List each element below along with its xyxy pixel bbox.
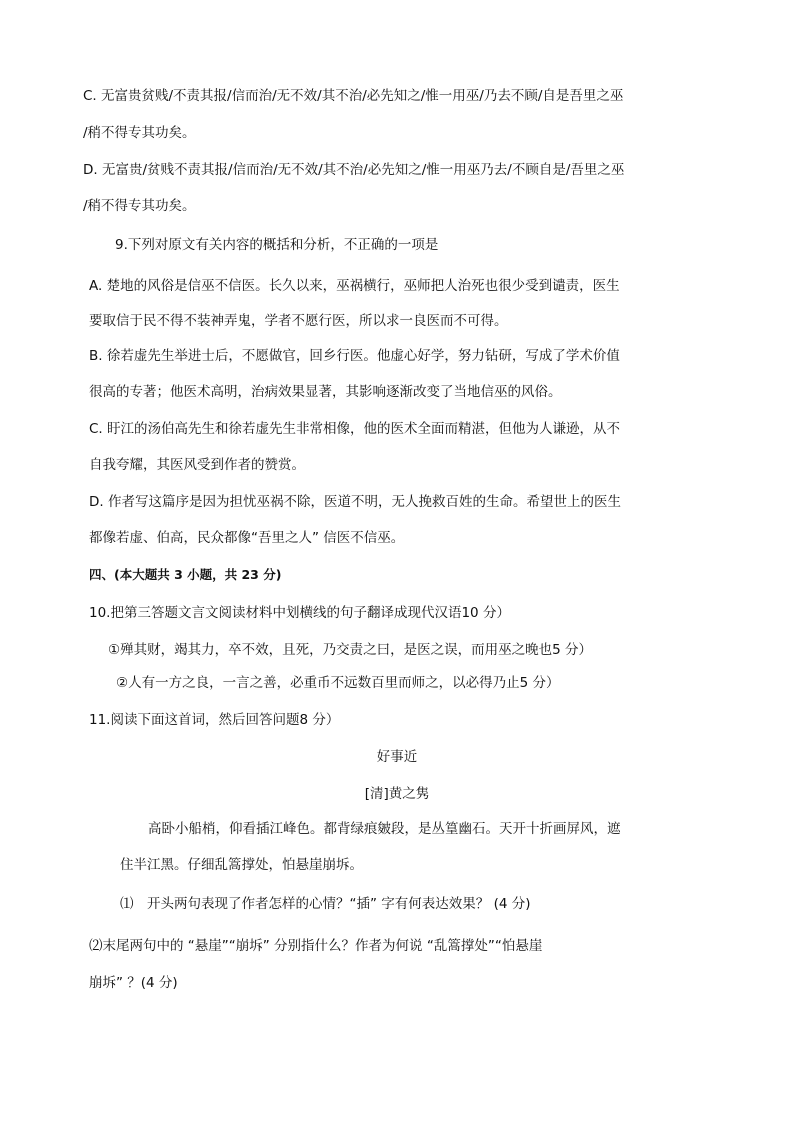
q10-item-1: ①殚其财，竭其力，卒不效，且死，乃交责之曰，是医之误，而用巫之晚也5 分） (108, 642, 592, 658)
q9-option-a-line1: A. 楚地的风俗是信巫不信医。长久以来，巫祸横行，巫师把人治死也很少受到谴责，医生 (89, 278, 620, 294)
q10-item-2: ②人有一方之良，一言之善，必重币不远数百里而师之，以必得乃止5 分） (116, 675, 560, 691)
q11-stem: 11.阅读下面这首词，然后回答问题8 分） (89, 712, 340, 728)
poem-title: 好事近 (376, 749, 418, 765)
q8-option-c-line2: /稍不得专其功矣。 (83, 125, 196, 141)
poem-line-2: 住半江黑。仔细乱篙撑处，怕悬崖崩坼。 (120, 857, 363, 873)
q8-option-c-line1: C. 无富贵贫贱/不责其报/信而治/无不效/其不治/必先知之/惟一用巫/乃去不顾/自是吾里之巫 (83, 88, 624, 104)
q11-subquestion-2-line2: 崩坼” ？(4 分) (89, 975, 178, 991)
q9-option-c-line1: C. 盱江的汤伯高先生和徐若虚先生非常相像，他的医术全面而精湛，但他为人谦逊，从不 (89, 421, 621, 437)
q9-option-d-line2: 都像若虚、伯高，民众都像“吾里之人” 信医不信巫。 (89, 530, 405, 546)
q8-option-d-line2: /稍不得专其功矣。 (83, 198, 196, 214)
poem-line-1: 高卧小船梢，仰看插江峰色。都背绿痕皴段，是丛篁幽石。天开十折画屏风，遮 (148, 821, 621, 837)
q9-option-d-line1: D. 作者写这篇序是因为担忧巫祸不除，医道不明，无人挽救百姓的生命。希望世上的医生 (89, 494, 621, 510)
q9-stem: 9.下列对原文有关内容的概括和分析，不正确的一项是 (115, 237, 439, 253)
q9-option-a-line2: 要取信于民不得不装神弄鬼，学者不愿行医，所以求一良医而不可得。 (89, 313, 508, 329)
q8-option-d-line1: D. 无富贵/贫贱不责其报/信而治/无不效/其不治/必先知之/惟一用巫乃去/不顾自是/吾里之巫 (83, 162, 625, 178)
q9-option-b-line1: B. 徐若虚先生举进士后，不愿做官，回乡行医。他虚心好学，努力钻研，写成了学术价值 (89, 348, 620, 364)
q11-subquestion-1: ⑴ 开头两句表现了作者怎样的心情？“插” 字有何表达效果？ (4 分) (120, 896, 531, 912)
poem-author: [清]黄之隽 (364, 786, 430, 802)
q9-option-b-line2: 很高的专著；他医术高明，治病效果显著，其影响逐渐改变了当地信巫的风俗。 (89, 384, 562, 400)
q11-subquestion-2-line1: ⑵末尾两句中的 “悬崖”“崩坼” 分别指什么？作者为何说 “乱篙撑处”“怕悬崖 (89, 938, 543, 954)
q9-option-c-line2: 自我夸耀，其医风受到作者的赞赏。 (89, 457, 305, 473)
q10-stem: 10.把第三答题文言文阅读材料中划横线的句子翻译成现代汉语10 分） (89, 605, 510, 621)
section-heading: 四、(本大题共 3 小题，共 23 分) (89, 567, 282, 582)
